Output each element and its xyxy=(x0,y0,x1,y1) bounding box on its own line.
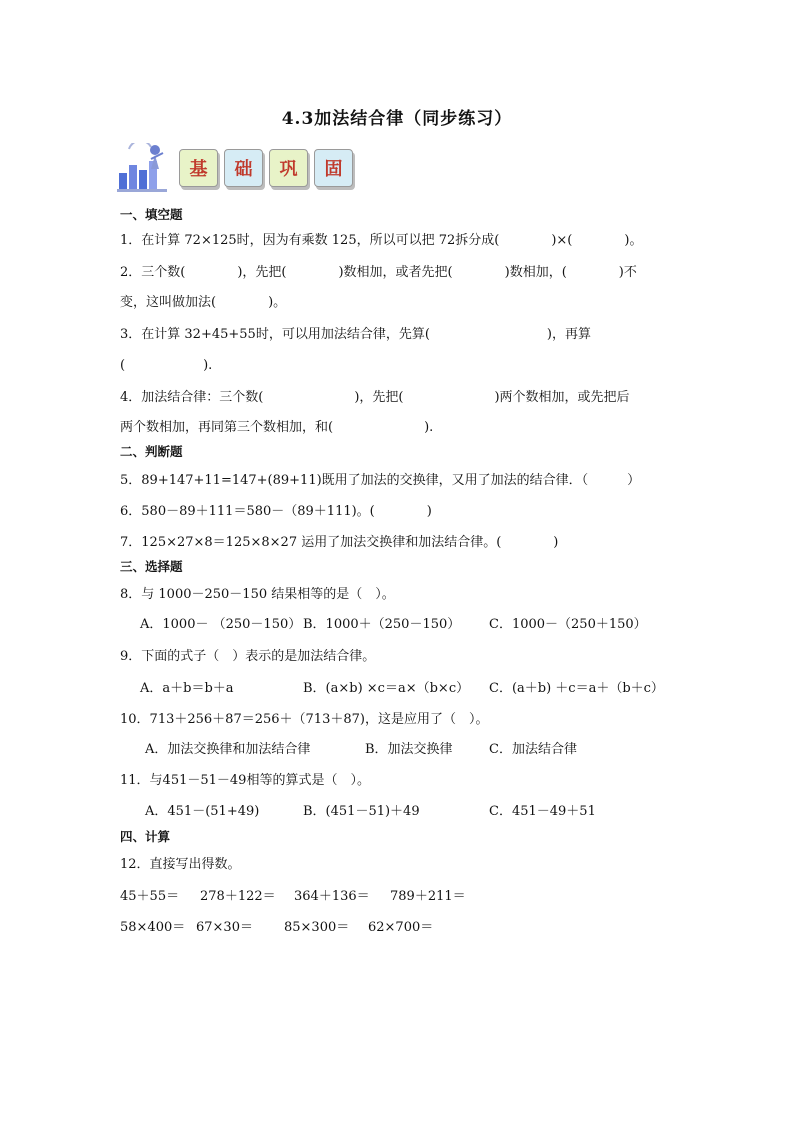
section-heading: 二、判断题 xyxy=(120,444,183,459)
section-banner xyxy=(117,143,372,193)
question-1: 1．在计算 72×125时，因为有乘数 125，所以可以把 72拆分成( )×( )。 xyxy=(120,233,643,248)
question-8-option-a: A．1000－ （250－150） xyxy=(140,617,302,632)
question-6: 6．580－89＋111＝580－（89＋111)。( ) xyxy=(120,504,432,519)
banner-tile-4: 固 xyxy=(314,149,353,187)
question-9: 9．下面的式子（ ）表示的是加法结合律。 xyxy=(120,649,376,664)
calc-item: 789＋211＝ xyxy=(390,889,466,904)
question-3-line-2: ( ). xyxy=(120,358,213,373)
question-10: 10．713＋256＋87＝256＋（713＋87)，这是应用了（ ）。 xyxy=(120,712,489,727)
question-9-option-b: B．(a×b) ×c＝a×（b×c） xyxy=(303,681,470,696)
question-8: 8．与 1000－250－150 结果相等的是（ ）。 xyxy=(120,587,395,602)
question-7: 7．125×27×8＝125×8×27 运用了加法交换律和加法结合律。( ) xyxy=(120,535,559,550)
section-heading: 四、计算 xyxy=(120,829,171,844)
question-12: 12．直接写出得数。 xyxy=(120,857,241,872)
question-2-line-1: 2．三个数( )，先把( )数相加，或者先把( )数相加，( )不 xyxy=(120,265,637,280)
calc-item: 278＋122＝ xyxy=(200,889,276,904)
study-illustration-icon xyxy=(117,143,175,193)
question-11-option-b: B．(451－51)＋49 xyxy=(303,804,420,819)
question-10-option-a: A．加法交换律和加法结合律 xyxy=(145,742,311,757)
section-heading: 一、填空题 xyxy=(120,207,183,222)
question-9-option-c: C．(a＋b) ＋c＝a＋（b＋c） xyxy=(489,681,664,696)
question-10-option-c: C．加法结合律 xyxy=(489,742,577,757)
calc-item: 45＋55＝ xyxy=(120,889,180,904)
question-9-option-a: A．a＋b＝b＋a xyxy=(140,681,234,696)
banner-tile-1: 基 xyxy=(179,149,218,187)
calc-item: 62×700＝ xyxy=(368,920,434,935)
calc-item: 58×400＝ xyxy=(120,920,186,935)
banner-tile-2: 础 xyxy=(224,149,263,187)
question-8-option-c: C．1000－（250＋150） xyxy=(489,617,647,632)
question-3-line-1: 3．在计算 32+45+55时，可以用加法结合律，先算( )，再算 xyxy=(120,327,591,342)
question-11-option-c: C．451－49＋51 xyxy=(489,804,596,819)
question-5: 5．89+147+11=147+(89+11)既用了加法的交换律，又用了加法的结合律．（ ） xyxy=(120,473,641,488)
question-2-line-2: 变，这叫做加法( )。 xyxy=(120,295,287,310)
question-4-line-1: 4．加法结合律：三个数( )，先把( )两个数相加，或先把后 xyxy=(120,390,630,405)
question-4-line-2: 两个数相加，再同第三个数相加，和( ). xyxy=(120,420,434,435)
question-11-option-a: A．451－(51+49) xyxy=(145,804,260,819)
calc-item: 364＋136＝ xyxy=(294,889,370,904)
question-10-option-b: B．加法交换律 xyxy=(365,742,453,757)
banner-tile-3: 巩 xyxy=(269,149,308,187)
page-title: 4.3加法结合律（同步练习） xyxy=(281,109,513,129)
question-11: 11．与451－51－49相等的算式是（ ）。 xyxy=(120,773,370,788)
section-heading: 三、选择题 xyxy=(120,559,183,574)
question-8-option-b: B．1000＋（250－150） xyxy=(303,617,461,632)
calc-item: 67×30＝ xyxy=(196,920,253,935)
calc-item: 85×300＝ xyxy=(284,920,350,935)
